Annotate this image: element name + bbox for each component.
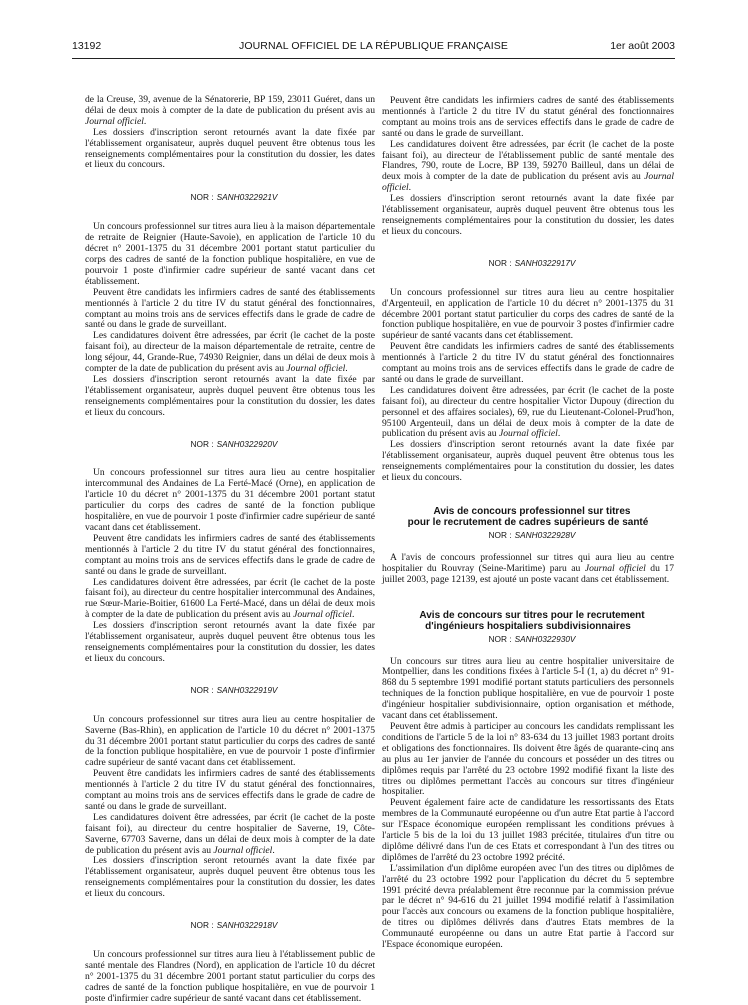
paragraph: Les dossiers d'inscription seront retournés avant la date fixée par l'établissement organisateur, auprès duquel peuvent être obtenus tous les renseignements complémentaires pour la constitution du dossier, les dates et lieux du concours. — [85, 620, 375, 664]
journal-title: JOURNAL OFFICIEL DE LA RÉPUBLIQUE FRANÇAISE — [239, 40, 508, 52]
paragraph: Un concours professionnel sur titres aura lieu au centre hospitalier de Saverne (Bas-Rhin), en application de l'article 10 du décret n° 2001-1375 du 31 décembre 2001 portant statut particulier du corps des cadres de santé de la fonction publique hospitalière, en vue de pourvoir 1 poste d'infirmier cadre supérieur de santé vacant dans cet établissement. — [85, 713, 375, 769]
issue-date: 1er août 2003 — [610, 40, 675, 52]
paragraph: Les candidatures doivent être adressées, par écrit (le cachet de la poste faisant foi), au directeur de la maison départementale de retraite, centre de long séjour, 44, Grande-Rue, 74930 Reignier, dans un délai de deux mois à compter de la date de publication du présent avis au Journal officiel. — [85, 330, 375, 375]
paragraph: Peuvent être candidats les infirmiers cadres de santé des établissements mentionnés à l'article 2 du titre IV du statut général des fonctionnaires, comptant au moins trois ans de services effectifs dans le grade de cadre de santé ou dans le grade de surveillant. — [85, 768, 375, 812]
notice-title: Avis de concours sur titres pour le recrutement d'ingénieurs hospitaliers subdivisionnaires — [419, 609, 645, 632]
left-column — [85, 94, 375, 1004]
paragraph: Un concours professionnel sur titres aura lieu à la maison départementale de retraite de Reignier (Haute-Savoie), en application de l'article 10 du décret n° 2001-1375 du 31 décembre 2001 portant statut particulier du corps des cadres de santé de la fonction publique hospitalière, en vue de pourvoir 1 poste d'infirmier cadre supérieur de santé vacant dans cet établissement. — [85, 221, 375, 287]
paragraph: Un concours professionnel sur titres aura lieu à l'établissement public de santé mentale des Flandres (Nord), en application de l'article 10 du décret n° 2001-1375 du 31 décembre 2001 portant statut particulier du corps des cadres de santé de la fonction publique hospitalière, en vue de pourvoir 1 poste d'infirmier cadre supérieur de santé vacant dans cet établissement. — [85, 949, 375, 1004]
paragraph: Peuvent être candidats les infirmiers cadres de santé des établissements mentionnés à l'article 2 du titre IV du statut général des fonctionnaires, comptant au moins trois ans de services effectifs dans le grade de cadre de santé ou dans le grade de surveillant. — [85, 532, 375, 577]
paragraph: Les dossiers d'inscription seront retournés avant la date fixée par l'établissement organisateur, auprès duquel peuvent être obtenus tous les renseignements complémentaires pour la constitution du dossier, les dates et lieux du concours. — [382, 439, 674, 484]
nor-reference: NOR : SANH0322918V — [190, 920, 278, 931]
paragraph: Les dossiers d'inscription seront retournés avant la date fixée par l'établissement organisateur, auprès duquel peuvent être obtenus tous les renseignements complémentaires pour la constitution du dossier, les dates et lieux du concours. — [85, 373, 375, 418]
paragraph: Un concours sur titres aura lieu au centre hospitalier universitaire de Montpellier, dans les conditions fixées à l'article 5-I (1, a) du décret n° 91-868 du 5 septembre 1991 modifié portant statuts particuliers des personnels techniques de la fonction publique hospitalière, en vue de pourvoir 1 poste d'ingénieur hospitalier subdivisionnaire, option organisation et méthode, vacant dans cet établissement. — [382, 655, 674, 722]
paragraph: Peuvent être admis à participer au concours les candidats remplissant les conditions de l'article 5 de la loi n° 83-634 du 13 juillet 1983 portant droits et obligations des fonctionnaires. Ils doivent être âgés de quarante-cinq ans au plus au 1er janvier de l'année du concours et posséder un des titres ou diplômes requis par l'arrêté du 23 octobre 1992 modifié fixant la liste des titres ou diplômes permettant l'accès au concours sur titres d'ingénieur hospitalier. — [382, 720, 674, 798]
paragraph: Peuvent également faire acte de candidature les ressortissants des Etats membres de la Communauté européenne ou d'un autre Etat partie à l'accord sur l'Espace économique européen remplissant les conditions prévues à l'article 5 bis de la loi du 13 juillet 1983 précitée, titulaires d'un titre ou diplôme délivré dans l'un de ces Etats et correspondant à l'un des titres ou diplômes de l'arrêté du 23 octobre 1992 précité. — [382, 797, 674, 863]
paragraph: Les candidatures doivent être adressées, par écrit (le cachet de la poste faisant foi), au directeur du centre hospitalier intercommunal des Andaines, rue Sœur-Marie-Boitier, 61600 La Ferté-Macé, dans un délai de deux mois à compter de la date de publication du présent avis au Journal officiel. — [85, 576, 375, 621]
paragraph: L'assimilation d'un diplôme européen avec l'un des titres ou diplômes de l'arrêté du 23 octobre 1992 pour l'application du décret du 5 septembre 1991 précité devra préalablement être reconnue par la commission prévue par le décret n° 94-616 du 21 juillet 1994 modifié relatif à l'assimilation pour l'accès aux concours ou examens de la fonction publique hospitalière, de titres ou diplômes délivrés dans d'autres Etats membres de la Communauté européenne ou dans un autre Etat partie à l'accord sur l'Espace économique européen. — [382, 862, 674, 951]
paragraph: Peuvent être candidats les infirmiers cadres de santé des établissements mentionnés à l'article 2 du titre IV du statut général des fonctionnaires comptant au moins trois ans de services effectifs dans le grade de cadre de santé ou dans le grade de surveillant. — [382, 95, 674, 139]
paragraph: Les candidatures doivent être adressées, par écrit (le cachet de la poste faisant foi), au directeur de l'établissement public de santé mentale des Flandres, 790, route de Locre, BP 139, 59270 Bailleul, dans un délai de deux mois à compter de la date de publication du présent avis au Journal officiel. — [382, 138, 674, 194]
nor-reference: NOR : SANH0322917V — [488, 257, 576, 268]
nor-reference: NOR : SANH0322921V — [190, 192, 278, 203]
nor-reference: NOR : SANH0322920V — [190, 438, 278, 449]
nor-reference: NOR : SANH0322928V — [488, 530, 576, 540]
paragraph: Peuvent être candidats les infirmiers cadres de santé des établissements mentionnés à l'article 2 du titre IV du statut général des fonctionnaires, comptant au moins trois ans de services effectifs dans le grade de cadre de santé ou dans le grade de surveillant. — [85, 286, 375, 331]
running-head — [72, 40, 675, 56]
nor-reference: NOR : SANH0322919V — [190, 684, 278, 695]
paragraph: Un concours professionnel sur titres aura lieu au centre hospitalier intercommunal des Andaines de La Ferté-Macé (Orne), en application de l'article 10 du décret n° 2001-1375 du 31 décembre 2001 portant statut particulier du corps des cadres de santé de la fonction publique hospitalière, en vue de pourvoir 1 poste d'infirmier cadre supérieur de santé vacant dans cet établissement. — [85, 467, 375, 533]
paragraph: Les candidatures doivent être adressées, par écrit (le cachet de la poste faisant foi), au directeur du centre hospitalier Victor Dupouy (direction du personnel et des affaires sociales), 69, rue du Lieutenant-Colonel-Prud'hon, 95100 Argenteuil, dans un délai de deux mois à compter de la date de publication du présent avis au Journal officiel. — [382, 384, 674, 440]
paragraph: Les dossiers d'inscription seront retournés avant la date fixée par l'établissement organisateur, auprès duquel peuvent être obtenus tous les renseignements complémentaires pour la constitution du dossier, les dates et lieux du concours. — [85, 855, 375, 900]
paragraph: A l'avis de concours professionnel sur titres qui aura lieu au centre hospitalier du Rouvray (Seine-Maritime) paru au Journal officiel du 17 juillet 2003, page 12139, est ajouté un poste vacant dans cet établissement. — [382, 551, 674, 585]
paragraph: Les dossiers d'inscription seront retournés avant la date fixée par l'établissement organisateur, auprès duquel peuvent être obtenus tous les renseignements complémentaires pour la constitution du dossier, les dates et lieux du concours. — [382, 193, 674, 237]
right-column — [382, 96, 674, 976]
paragraph: Les dossiers d'inscription seront retournés avant la date fixée par l'établissement organisateur, auprès duquel peuvent être obtenus tous les renseignements complémentaires pour la constitution du dossier, les dates et lieux du concours. — [85, 126, 375, 171]
paragraph: Un concours professionnel sur titres aura lieu au centre hospitalier d'Argenteuil, en application de l'article 10 du décret n° 2001-1375 du 31 décembre 2001 portant statut particulier du corps des cadres de santé de la fonction publique hospitalière, en vue de pourvoir 3 postes d'infirmier cadre supérieur de santé vacants dans cet établissement. — [382, 286, 674, 342]
paragraph: Les candidatures doivent être adressées, par écrit (le cachet de la poste faisant foi), au directeur du centre hospitalier de Saverne, 19, Côte-Saverne, 67703 Saverne, dans un délai de deux mois à compter de la date de publication du présent avis au Journal officiel. — [85, 811, 375, 856]
notice-title: Avis de concours professionnel sur titres pour le recrutement de cadres supérieurs de santé — [407, 506, 649, 528]
paragraph: Peuvent être candidats les infirmiers cadres de santé des établissements mentionnés à l'article 2 du titre IV du statut général des fonctionnaires comptant au moins trois ans de services effectifs dans le grade de cadre de santé ou dans le grade de surveillant. — [382, 341, 674, 385]
nor-reference: NOR : SANH0322930V — [488, 633, 576, 644]
page-number: 13192 — [72, 40, 102, 52]
paragraph: de la Creuse, 39, avenue de la Sénatorerie, BP 159, 23011 Guéret, dans un délai de deux mois à compter de la date de publication du présent avis au Journal officiel. — [85, 94, 375, 127]
header-rule — [72, 58, 675, 59]
